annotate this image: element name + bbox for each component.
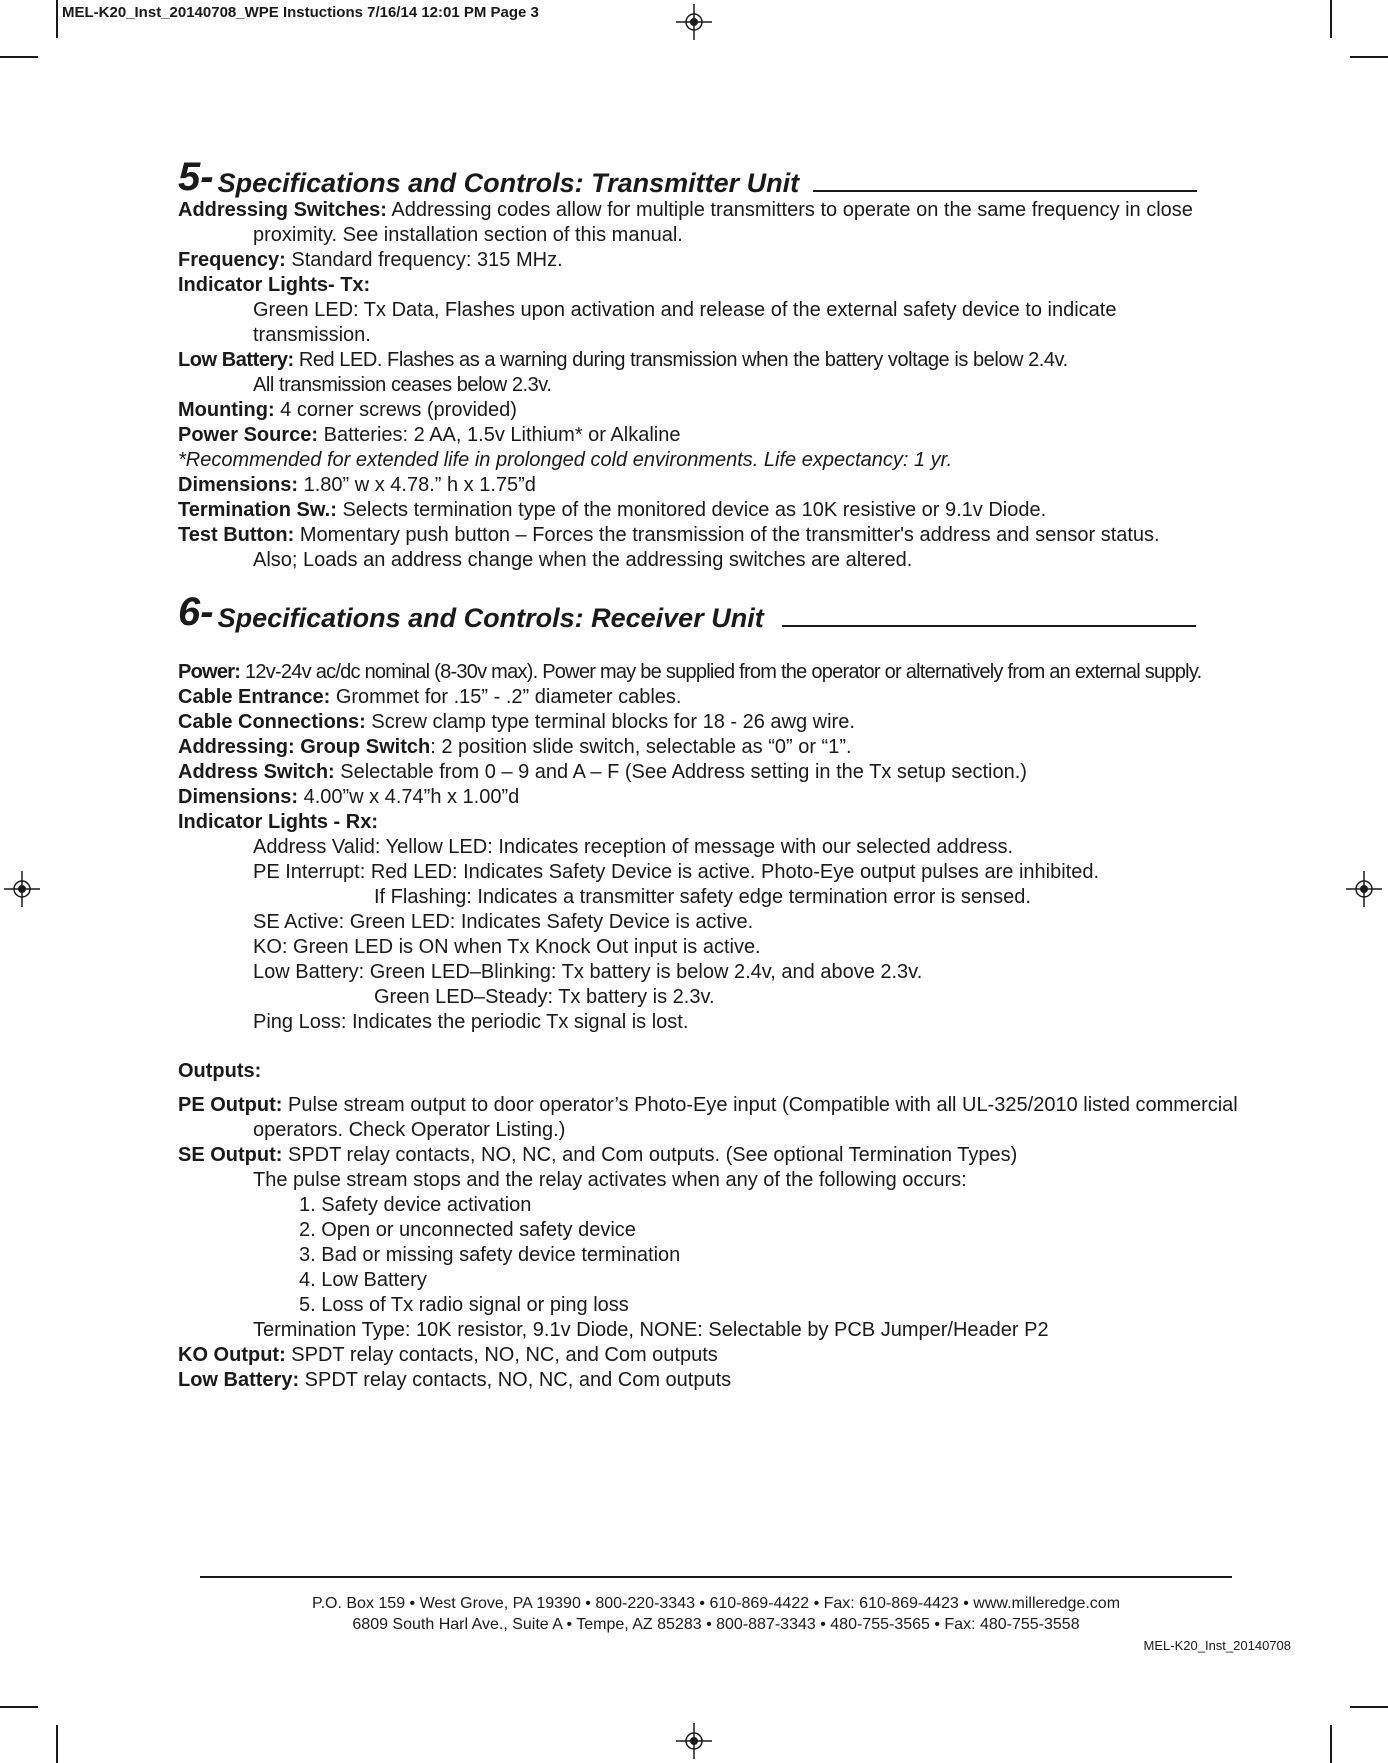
- spec-line: Address Valid: Yellow LED: Indicates reception of message with our selected address.: [253, 836, 1014, 858]
- spec-line: All transmission ceases below 2.3v.: [253, 374, 552, 396]
- print-slug: MEL-K20_Inst_20140708_WPE Instuctions 7/16/14 12:01 PM Page 3: [62, 4, 539, 21]
- spec-line: Also; Loads an address change when the addressing switches are altered.: [253, 549, 913, 571]
- registration-mark-icon: [676, 1723, 712, 1759]
- list-item: 4. Low Battery: [299, 1269, 427, 1291]
- page-content: [178, 156, 1288, 1393]
- section-6-heading: [178, 590, 1288, 634]
- spec-line: KO: Green LED is ON when Tx Knock Out input is active.: [253, 936, 761, 958]
- section-6-title: Specifications and Controls: Receiver Unit: [217, 603, 764, 633]
- spec-line: Ping Loss: Indicates the periodic Tx signal is lost.: [253, 1011, 689, 1033]
- spec-line: Power Source: Batteries: 2 AA, 1.5v Lithium* or Alkaline: [178, 424, 681, 446]
- spec-line: proximity. See installation section of this manual.: [253, 224, 683, 246]
- spec-line: Low Battery: Red LED. Flashes as a warning during transmission when the battery voltage is below 2.4v.: [178, 349, 1068, 371]
- spec-line: SE Output: SPDT relay contacts, NO, NC, and Com outputs. (See optional Termination Types): [178, 1144, 1018, 1166]
- section-5-title: Specifications and Controls: Transmitter Unit: [217, 168, 800, 198]
- spec-line: Indicator Lights - Rx:: [178, 811, 378, 833]
- spec-line: SE Active: Green LED: Indicates Safety Device is active.: [253, 911, 754, 933]
- spec-line: operators. Check Operator Listing.): [253, 1119, 566, 1141]
- spec-line: The pulse stream stops and the relay activates when any of the following occurs:: [253, 1169, 967, 1191]
- spec-line: PE Interrupt: Red LED: Indicates Safety Device is active. Photo-Eye output pulses are inhibited.: [253, 861, 1100, 883]
- spec-line: Frequency: Standard frequency: 315 MHz.: [178, 249, 563, 271]
- section-5-number: 5-: [178, 155, 214, 199]
- footer-rule: [200, 1576, 1232, 1578]
- spec-line: Termination Type: 10K resistor, 9.1v Diode, NONE: Selectable by PCB Jumper/Header P2: [253, 1319, 1049, 1341]
- heading-rule: [813, 190, 1197, 192]
- list-item: 3. Bad or missing safety device termination: [299, 1244, 681, 1266]
- spec-line: Test Button: Momentary push button – Forces the transmission of the transmitter's address and sensor status.: [178, 524, 1160, 546]
- spec-line: Addressing: Group Switch: 2 position slide switch, selectable as “0” or “1”.: [178, 736, 852, 758]
- spec-line: KO Output: SPDT relay contacts, NO, NC, and Com outputs: [178, 1344, 718, 1366]
- spec-line: Dimensions: 1.80” w x 4.78.” h x 1.75”d: [178, 474, 536, 496]
- registration-mark-icon: [1346, 871, 1382, 907]
- spec-line: Green LED: Tx Data, Flashes upon activation and release of the external safety device to indicate: [253, 299, 1117, 321]
- list-item: 5. Loss of Tx radio signal or ping loss: [299, 1294, 629, 1316]
- spec-line: *Recommended for extended life in prolonged cold environments. Life expectancy: 1 yr.: [178, 449, 953, 471]
- section-6-number: 6-: [178, 590, 214, 634]
- spec-line: If Flashing: Indicates a transmitter safety edge termination error is sensed.: [374, 886, 1031, 908]
- registration-mark-icon: [4, 871, 40, 907]
- spec-line: Low Battery: Green LED–Blinking: Tx battery is below 2.4v, and above 2.3v.: [253, 961, 923, 983]
- list-item: 1. Safety device activation: [299, 1194, 532, 1216]
- outputs-heading: Outputs:: [178, 1060, 262, 1082]
- spec-line: Cable Entrance: Grommet for .15” - .2” diameter cables.: [178, 686, 682, 708]
- spec-line: Address Switch: Selectable from 0 – 9 and A – F (See Address setting in the Tx setup section.): [178, 761, 1027, 783]
- spec-line: Low Battery: SPDT relay contacts, NO, NC, and Com outputs: [178, 1369, 732, 1391]
- section-5-heading: [178, 155, 1288, 199]
- spec-line: Termination Sw.: Selects termination type of the monitored device as 10K resistive or 9.1v Diode.: [178, 499, 1047, 521]
- spec-line: Green LED–Steady: Tx battery is 2.3v.: [374, 986, 715, 1008]
- registration-mark-icon: [676, 4, 712, 40]
- spec-line: Addressing Switches: Addressing codes allow for multiple transmitters to operate on the same frequency in close: [178, 199, 1193, 221]
- spec-line: Indicator Lights- Tx:: [178, 274, 371, 296]
- list-item: 2. Open or unconnected safety device: [299, 1219, 636, 1241]
- footer-address-line-2: 6809 South Harl Ave., Suite A • Tempe, AZ 85283 • 800-887-3343 • 480-755-3565 • Fax: 480-755-3558: [352, 1616, 1080, 1633]
- footer-address-line-1: P.O. Box 159 • West Grove, PA 19390 • 800-220-3343 • 610-869-4422 • Fax: 610-869-4423 • www.milleredge.com: [311, 1595, 1121, 1612]
- spec-line: Mounting: 4 corner screws (provided): [178, 399, 517, 421]
- spec-line: transmission.: [253, 324, 371, 346]
- spec-line: Dimensions: 4.00”w x 4.74”h x 1.00”d: [178, 786, 520, 808]
- spec-line: Power: 12v-24v ac/dc nominal (8-30v max). Power may be supplied from the operator or alternatively from an external supply.: [178, 661, 1202, 683]
- document-id: MEL-K20_Inst_20140708: [1143, 1638, 1291, 1653]
- heading-rule: [782, 625, 1196, 627]
- spec-line: PE Output: Pulse stream output to door operator’s Photo-Eye input (Compatible with all UL-325/2010 listed commercial: [178, 1094, 1238, 1116]
- spec-line: Cable Connections: Screw clamp type terminal blocks for 18 - 26 awg wire.: [178, 711, 855, 733]
